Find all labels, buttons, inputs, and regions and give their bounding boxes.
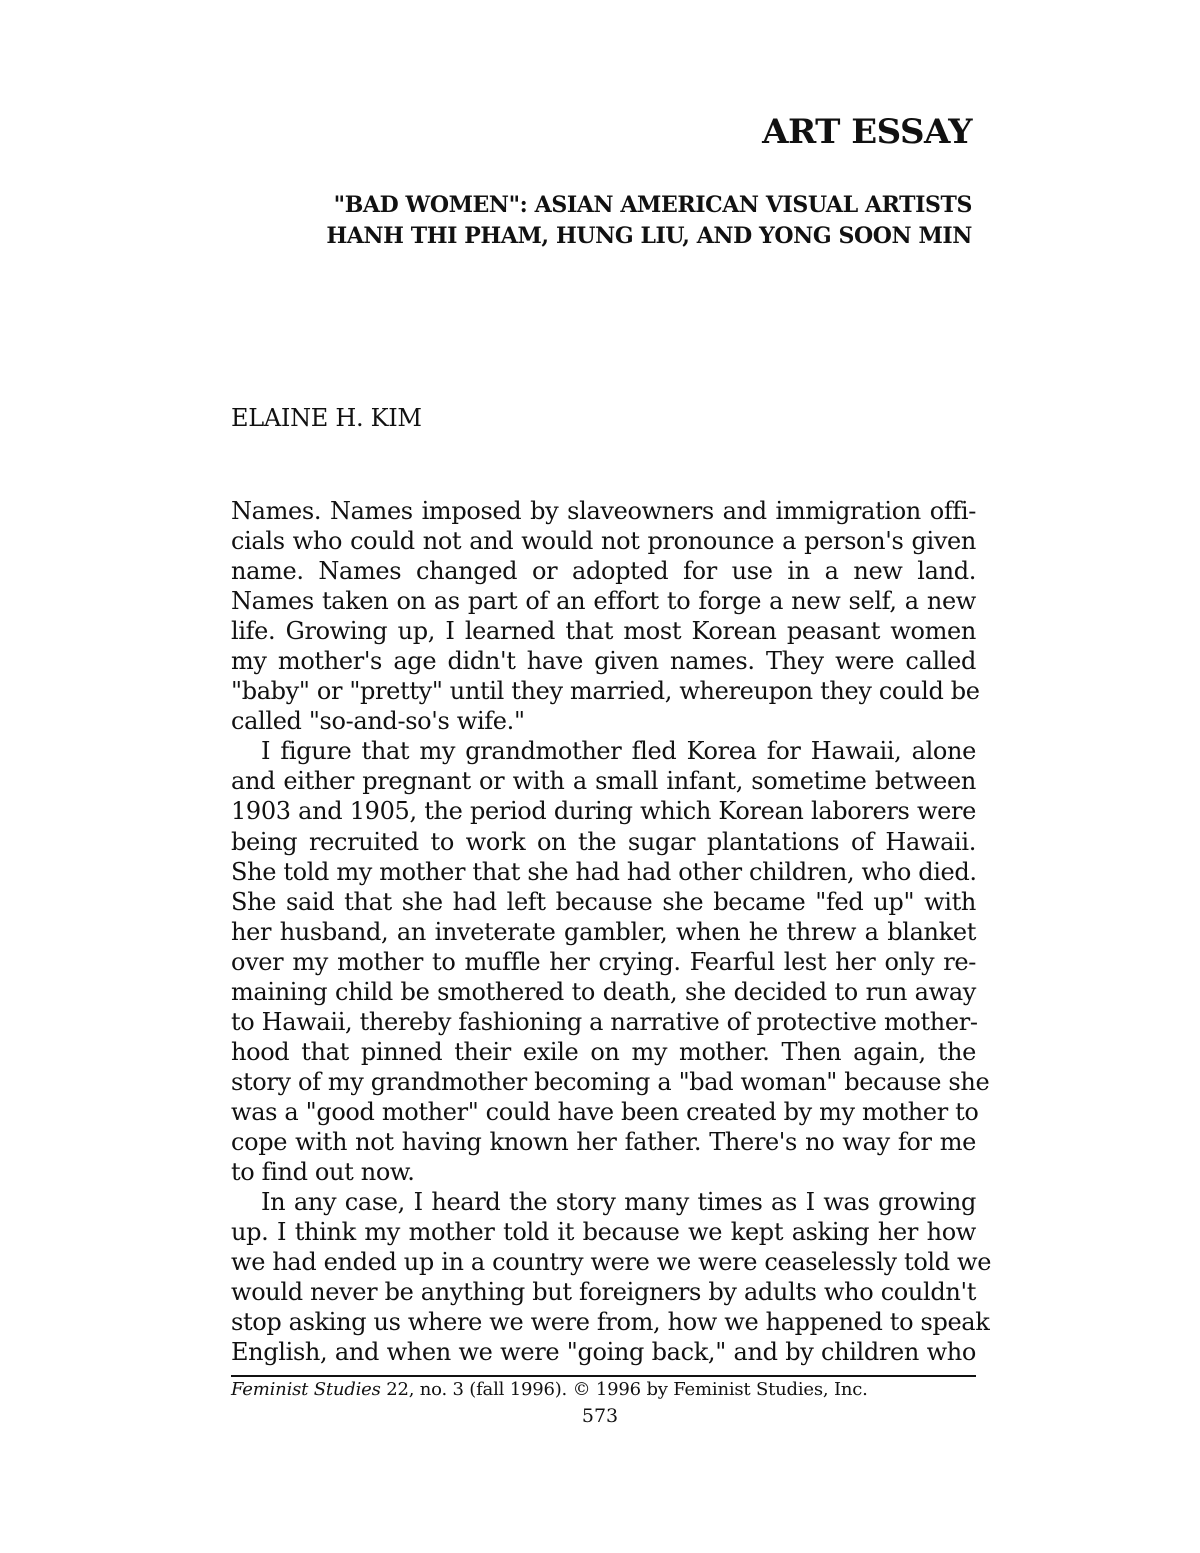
body-line: would never be anything but foreigners by adults who couldn't xyxy=(231,1278,976,1307)
body-line: up. I think my mother told it because we kept asking her how xyxy=(231,1218,976,1247)
body-line: 1903 and 1905, the period during which Korean laborers were xyxy=(231,797,976,826)
body-line: "baby" or "pretty" until they married, whereupon they could be xyxy=(231,677,980,706)
body-line: life. Growing up, I learned that most Korean peasant women xyxy=(231,617,976,646)
citation-details: 22, no. 3 (fall 1996). © 1996 by Feminist Studies, Inc. xyxy=(386,1379,868,1400)
title-line: HANH THI PHAM, HUNG LIU, AND YONG SOON MIN xyxy=(326,223,972,249)
body-line: English, and when we were "going back," and by children who xyxy=(231,1338,976,1367)
body-line: cope with not having known her father. There's no way for me xyxy=(231,1127,976,1156)
body-line: Names. Names imposed by slaveowners and immigration offi- xyxy=(231,497,976,525)
body-line: to Hawaii, thereby fashioning a narrative of protective mother- xyxy=(231,1007,978,1036)
body-line: called "so-and-so's wife." xyxy=(231,707,525,736)
article-body xyxy=(231,496,992,1367)
page-number: 573 xyxy=(581,1405,619,1427)
body-line: She said that she had left because she became "fed up" with xyxy=(231,887,976,916)
body-line: we had ended up in a country were we were ceaselessly told we xyxy=(231,1248,992,1277)
article-title xyxy=(212,190,972,252)
body-line: my mother's age didn't have given names. They were called xyxy=(231,647,976,676)
body-line: Names taken on as part of an effort to forge a new self, a new xyxy=(231,587,976,616)
body-line: over my mother to muffle her crying. Fearful lest her only re- xyxy=(231,947,976,976)
body-line: In any case, I heard the story many times as I was growing xyxy=(261,1188,976,1217)
body-line: to find out now. xyxy=(231,1158,415,1187)
footer-rule xyxy=(231,1375,976,1377)
citation-footer xyxy=(231,1379,868,1400)
body-line: her husband, an inveterate gambler, when he threw a blanket xyxy=(231,917,976,946)
section-label: ART ESSAY xyxy=(762,112,972,152)
body-line: story of my grandmother becoming a "bad woman" because she xyxy=(231,1067,990,1096)
body-line: was a "good mother" could have been created by my mother to xyxy=(231,1097,979,1126)
body-line: and either pregnant or with a small infant, sometime between xyxy=(231,767,976,796)
body-line: cials who could not and would not pronounce a person's given xyxy=(231,527,976,556)
body-line: stop asking us where we were from, how we happened to speak xyxy=(231,1308,990,1337)
body-line: She told my mother that she had had other children, who died. xyxy=(231,857,977,886)
body-line: being recruited to work on the sugar plantations of Hawaii. xyxy=(231,827,976,856)
author-name: ELAINE H. KIM xyxy=(231,404,422,432)
body-line: I figure that my grandmother fled Korea for Hawaii, alone xyxy=(261,737,976,766)
journal-name: Feminist Studies xyxy=(231,1379,381,1400)
body-line: hood that pinned their exile on my mother. Then again, the xyxy=(231,1037,976,1066)
title-line: "BAD WOMEN": ASIAN AMERICAN VISUAL ARTISTS xyxy=(333,192,972,218)
body-line: maining child be smothered to death, she decided to run away xyxy=(231,977,976,1006)
body-line: name. Names changed or adopted for use in a new land. xyxy=(231,557,976,586)
